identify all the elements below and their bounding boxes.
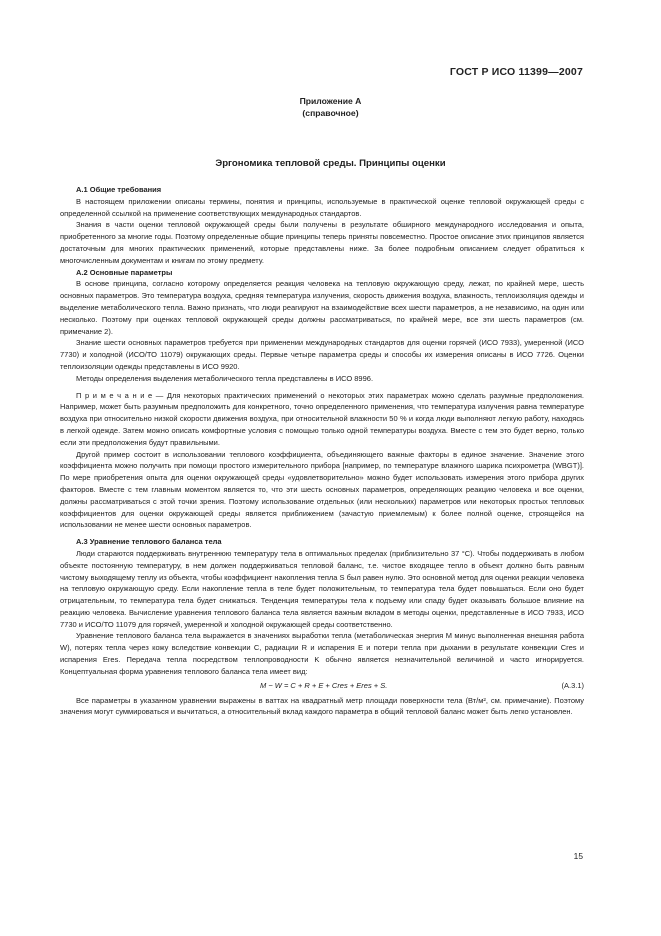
document-code: ГОСТ Р ИСО 11399—2007 [449, 66, 583, 78]
annex-subtitle: (справочное) [302, 108, 359, 118]
paragraph: В основе принципа, согласно которому определяется реакция человека на тепловую окружающую среду, лежат, по крайней мере, шесть основных параметров. Это температура воздуха, средняя температура излучения, скорость движения воздуха, влажность, теплоизоляция одежды и выделение метаболического тепла. Важно признать, что люди реагируют на взаимодействие всех шести параметров, а не независимо, на один или несколько. Поэтому при оценках тепловой окружающей среды должны рассматриваться, по крайней мере, все эти шесть параметров (см. примечание 2). [60, 279, 584, 336]
paragraph: В настоящем приложении описаны термины, понятия и принципы, используемые в практической оценке тепловой окружающей среды с определенной ссылкой на применение соответствующих международных стандартов. [60, 196, 584, 218]
paragraph: Знания в части оценки тепловой окружающей среды были получены в результате обширного международного исследования и опыта, приобретенного за многие годы. Поэтому определенные общие принципы теперь приняты повсеместно. Простое описание этих принципов является достаточным для многих практических применений, которые представлены ниже. За более подробным описанием следует обратиться к многочисленным документам и книгам по этому предмету. [60, 220, 584, 265]
equation-number: (А.3.1) [561, 680, 584, 690]
section-heading-a2: А.2 Основные параметры [76, 267, 173, 277]
equation-row [60, 680, 584, 692]
note-label: П р и м е ч а н и е — [76, 390, 164, 400]
page-number: 15 [573, 851, 583, 861]
note-paragraph [60, 390, 584, 449]
paragraph: Все параметры в указанном уравнении выражены в ваттах на квадратный метр площади поверхности тела (Вт/м², см. примечание). Поэтому значения могут суммироваться и вычитаться, а относительный вклад каждого параметра в общий тепловой баланс может быть легко установлен. [60, 695, 584, 717]
paragraph: Люди стараются поддерживать внутреннюю температуру тела в оптимальных пределах (приблизительно 37 °С). Чтобы поддерживать в любом объекте постоянную температуру, в нем должен поддерживаться тепловой баланс, т.е. чистое входящее тепло в объект должно быть равным чистому выходящему теплу из объекта, чтобы коэффициент накопления тепла S был равен нулю. Это основной метод для оценки реакции человека на тепловую окружающую среду. Если накопление тепла в теле будет положительным, то температура тела будет повышаться. Если оно будет отрицательным, то температура тела будет снижаться. Тенденция температуры тела к подъему или спаду будет оказывать большое влияние на реакцию человека. Вычисление уравнения теплового баланса тела является важным вкладом в методы оценки, представленные в ИСО 7933, ИСО 7730 и ИСО/ТО 11079 для горячей, умеренной и холодной окружающей среды соответственно. [60, 548, 584, 629]
section-heading-a1: А.1 Общие требования [76, 185, 162, 194]
section-heading-a3: А.3 Уравнение теплового баланса тела [76, 537, 222, 547]
note-paragraph: Другой пример состоит в использовании теплового коэффициента, объединяющего важные факторы в единое значение. Значение этого коэффициента можно получить при помощи простого измерительного прибора [например, по температуре влажного шарика психрометра (WBGT)]. По мере приобретения опыта для оценки окружающей среды «удовлетворительно» можно будет использовать измерения этого прибора других факторов. Вместе с тем главным моментом является то, что эти шесть основных параметров, определяющих реакцию человека и все оценки, должны рассматриваться с этой точки зрения. Поэтому использование отдельных (или нескольких) параметров или некоторых простых тепловых коэффициентов для оценки окружающей среды является приближением (зачастую приемлемым) к более полной оценке, строящейся на использовании не менее шести основных параметров. [60, 449, 584, 530]
equation: M − W = C + R + E + Cres + Eres + S. [260, 680, 388, 690]
paragraph: Методы определения выделения метаболического тепла представлены в ИСО 8996. [76, 373, 374, 383]
paragraph: Знание шести основных параметров требуется при применении международных стандартов для оценки горячей (ИСО 7933), умеренной (ИСО 7730) и холодной (ИСО/ТО 11079) окружающих среды. Первые четыре параметра среды и способы их измерения описаны в ИСО 7726. Оценки теплоизоляции одежды представлены в ИСО 9920. [60, 338, 584, 371]
paragraph: Уравнение теплового баланса тела выражается в значениях выработки тепла (метаболическая энергия M минус выполненная внешняя работа W), потерях тепла через кожу вследствие конвекции C, радиации R и испарения E и потери тепла при дыхании в результате конвекции Cres и испарения Eres. Передача тепла посредством теплопроводности K обычно является незначительной величиной и часто игнорируется. Концептуальная форма уравнения теплового баланса тела имеет вид: [60, 631, 584, 676]
note-text: Для некоторых практических применений о некоторых этих параметрах можно сделать разумные предположения. Например, может быть разумным предположить для конкретного, точно определенного применения, что температура излучения равна температуре воздуха при относительно низкой скорости движения воздуха, при относительной влажности 50 % и когда люди выполняют легкую работу, находясь в легкой одежде. Затем можно описать комфортные условия с помощью только одной температуры воздуха. Вместе с тем это будет верно, только если эти предположения будут правильными. [60, 390, 584, 447]
annex-title: Приложение А [299, 96, 362, 106]
document-body [60, 184, 584, 718]
document-title: Эргономика тепловой среды. Принципы оценки [215, 158, 446, 169]
